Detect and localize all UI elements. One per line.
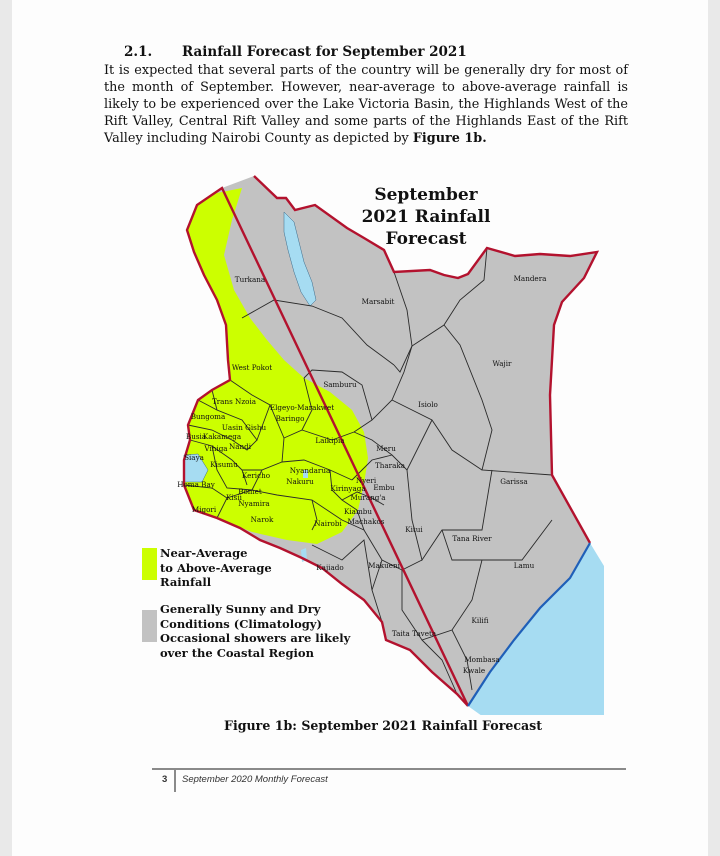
county-label-kisumu: Kisumu [210,460,238,469]
county-label-wajir: Wajir [492,359,512,368]
map-title-line-3: Forecast [385,229,467,249]
county-label-taita-taveta: Taita Taveta [391,629,437,638]
county-label-narok: Narok [250,515,274,524]
page-number: 3 [162,774,168,785]
county-label-meru: Meru [376,444,396,453]
section-number: 2.1. [124,44,153,60]
figure-caption: Figure 1b: September 2021 Rainfall Forecast [224,718,543,733]
county-label-homa-bay: Homa Bay [177,480,215,489]
county-label-kisii: Kisii [226,493,242,502]
document-page [12,0,708,856]
county-label-samburu: Samburu [323,380,357,389]
county-label-garissa: Garissa [500,477,528,486]
county-label-tharaka: Tharaka [374,461,406,470]
legend-wet-line-1: Near-Average [160,546,248,560]
county-label-nandi: Nandi [228,442,252,451]
legend-wet-line-2: to Above-Average [160,560,272,575]
footer-separator [174,770,176,792]
figure-reference: Figure 1b. [412,131,487,146]
legend-label-wet [160,546,272,590]
section-heading [124,44,467,60]
section-title: Rainfall Forecast for September 2021 [182,44,467,60]
county-label-marsabit: Marsabit [361,297,395,306]
county-label-kilifi: Kilifi [471,616,489,625]
county-label-nairobi: Nairobi [314,519,342,528]
county-label-vihiga: Vihiga [204,444,228,453]
county-label-west-pokot: West Pokot [231,363,273,372]
legend-wet-line-3: Rainfall [160,575,212,589]
legend-label-dry [160,602,350,660]
county-label-bungoma: Bungoma [190,412,226,421]
county-label-kiambu: Kiambu [344,507,372,516]
county-label-mombasa: Mombasa [464,655,500,664]
county-label-tana-river: Tana River [452,534,492,543]
county-label-makueni: Makueni [368,561,400,570]
legend-dry-line-3: Occasional showers are likely [160,631,351,645]
map-title-line-2: 2021 Rainfall [361,207,491,227]
county-label-isiolo: Isiolo [418,400,438,409]
county-label-machakos: Machakos [347,517,385,526]
county-label-nyeri: Nyeri [355,476,377,485]
county-label-bomet: Bomet [238,487,262,496]
county-label-nyamira: Nyamira [238,499,270,508]
body-paragraph [104,62,628,147]
county-label-kericho: Kericho [241,471,271,480]
county-label-kitui: Kitui [405,525,423,534]
county-label-kirinyaga: Kirinyaga [330,484,366,493]
county-label-turkana: Turkana [234,275,266,284]
county-label-mandera: Mandera [513,274,547,283]
legend-dry-line-2: Conditions (Climatology) [160,616,322,631]
county-label-trans-nzoia: Trans Nzoia [211,397,257,406]
county-label-kakamega: Kakamega [202,432,242,441]
footer-text: September 2020 Monthly Forecast [182,774,328,785]
legend-swatch-wet [142,548,157,580]
county-label-kwale: Kwale [462,666,486,675]
county-label-kajiado: Kajiado [316,563,344,572]
legend-dry-line-4: over the Coastal Region [160,645,314,660]
county-label-laikipia: Laikipia [315,436,345,445]
legend-swatch-dry [142,610,157,642]
county-label-uasin-gishu: Uasin Gishu [221,423,267,432]
map-title-line-1: September [374,185,478,205]
county-label-siaya: Siaya [184,453,204,462]
county-label-murang-a: Murang'a [350,493,386,502]
county-label-migori: Migori [191,505,217,514]
county-label-baringo: Baringo [275,414,305,423]
county-label-elgeyo-marakwet: Elgeyo-Marakwet [269,403,335,412]
county-label-nakuru: Nakuru [286,477,314,486]
footer-divider [152,768,626,770]
county-label-embu: Embu [373,483,395,492]
county-label-nyandarua: Nyandarua [289,466,331,475]
county-label-busia: Busia [185,432,207,441]
paragraph-text: It is expected that several parts of the country will be generally dry for most of the month of September. However, near-average to above-average rainfall is likely to be experienced over the Lake Victoria Basin, the Highlands West of the Rift Valley, Central Rift Valley and some parts of the Highlands East of the Rift Valley including Nairobi County as depicted by [104,63,628,146]
county-label-lamu: Lamu [513,561,535,570]
legend-dry-line-1: Generally Sunny and Dry [160,602,321,616]
